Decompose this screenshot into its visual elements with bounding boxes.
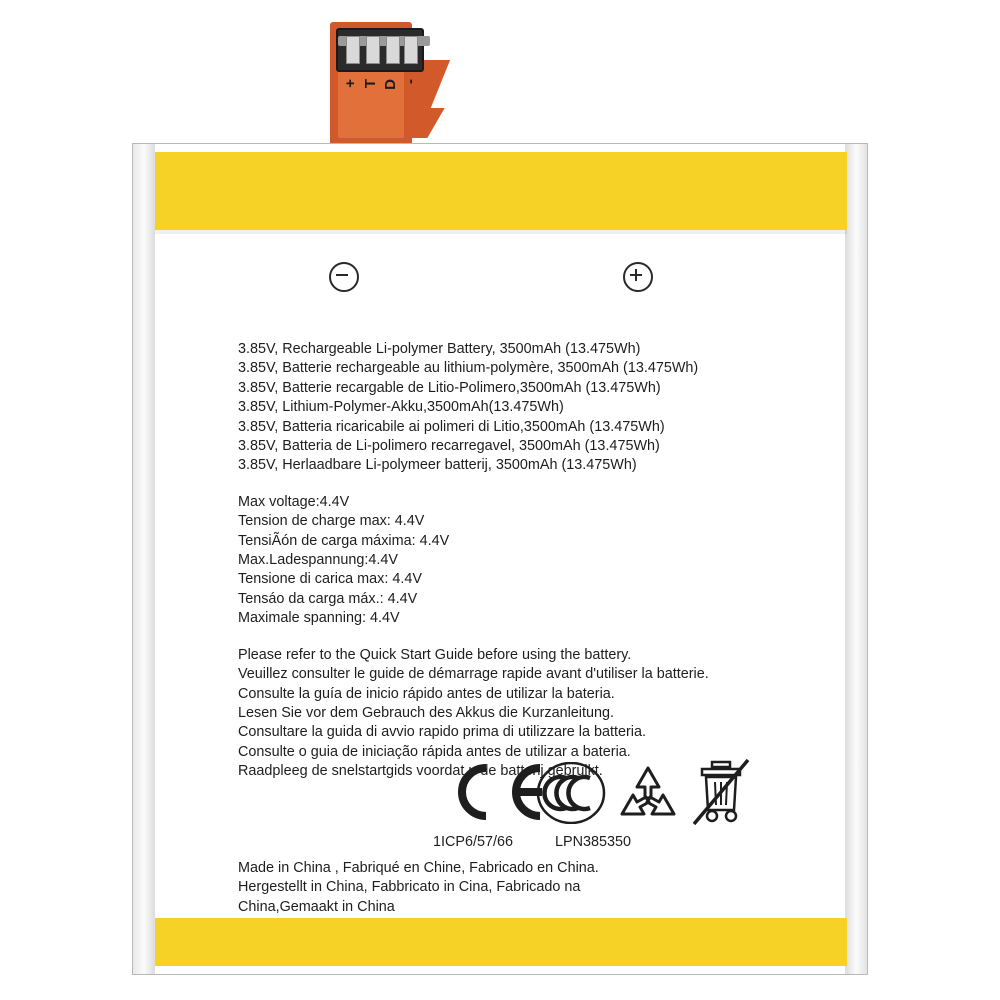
origin-line: Made in China , Fabriqué en Chine, Fabricado en China. bbox=[238, 860, 599, 876]
ccc-icon bbox=[536, 762, 606, 824]
spec-line: 3.85V, Herlaadbare Li-polymeer batterij, 3500mAh (13.475Wh) bbox=[238, 457, 637, 474]
label-text-area bbox=[238, 340, 818, 799]
guide-line: Raadpleeg de snelstartgids voordat u de batterij gebruikt. bbox=[238, 763, 603, 780]
connector-pin-labels bbox=[340, 78, 418, 128]
origin-line: China,Gemaakt in China bbox=[238, 898, 395, 915]
certification-icons bbox=[308, 756, 788, 838]
plus-polarity-icon bbox=[623, 262, 653, 292]
origin-line: Hergestellt in China, Fabbricato in Cina, Fabricado na bbox=[238, 879, 581, 896]
voltage-line: Max.Ladespannung:4.4V bbox=[238, 552, 399, 569]
voltage-line: Tensáo da carga máx.: 4.4V bbox=[238, 590, 418, 607]
voltage-line: Max voltage:4.4V bbox=[238, 493, 350, 510]
weee-bin-icon bbox=[690, 758, 752, 830]
connector-pad-2 bbox=[366, 36, 380, 64]
flex-ribbon-connector bbox=[330, 12, 438, 144]
pin-label-plus: + bbox=[342, 78, 359, 88]
battery-body bbox=[132, 143, 868, 975]
spec-line: 3.85V, Batteria ricaricabile ai polimeri di Litio,3500mAh (13.475Wh) bbox=[238, 418, 665, 435]
spec-line: 3.85V, Batteria de Li-polimero recarregavel, 3500mAh (13.475Wh) bbox=[238, 438, 660, 455]
guide-line: Veuillez consulter le guide de démarrage rapide avant d'utiliser la batterie. bbox=[238, 666, 709, 683]
guide-line: Consulte o guia de iniciação rápida antes de utilizar a bateria. bbox=[238, 743, 631, 760]
pin-label-d: D bbox=[382, 78, 399, 90]
minus-polarity-icon bbox=[329, 262, 359, 292]
spec-block bbox=[238, 340, 818, 476]
pin-label-minus: - bbox=[402, 78, 419, 84]
spec-line: 3.85V, Rechargeable Li-polymer Battery, 3500mAh (13.475Wh) bbox=[238, 341, 641, 357]
spec-line: 3.85V, Lithium-Polymer-Akku,3500mAh(13.475Wh) bbox=[238, 399, 564, 416]
recycle-icon bbox=[618, 764, 678, 822]
voltage-line: Tension de charge max: 4.4V bbox=[238, 513, 425, 530]
connector-housing bbox=[336, 28, 424, 72]
guide-line: Consultare la guida di avvio rapido prima di utilizzare la batteria. bbox=[238, 724, 646, 741]
voltage-line: Maximale spanning: 4.4V bbox=[238, 610, 400, 627]
connector-pad-3 bbox=[386, 36, 400, 64]
guide-line: Please refer to the Quick Start Guide before using the battery. bbox=[238, 646, 632, 663]
voltage-line: TensiÃón de carga máxima: 4.4V bbox=[238, 532, 450, 549]
connector-pad-4 bbox=[404, 36, 418, 64]
part-number: LPN385350 bbox=[555, 834, 632, 850]
yellow-tape-top bbox=[155, 152, 847, 230]
battery-edge-left bbox=[133, 144, 155, 974]
spec-line: 3.85V, Batterie recargable de Litio-Polimero,3500mAh (13.475Wh) bbox=[238, 379, 661, 396]
yellow-tape-bottom bbox=[155, 918, 847, 966]
pin-label-t: T bbox=[362, 78, 379, 89]
connector-pad-1 bbox=[346, 36, 360, 64]
voltage-block bbox=[238, 493, 818, 629]
guide-line: Lesen Sie vor dem Gebrauch des Akkus die Kurzanleitung. bbox=[238, 704, 614, 721]
origin-block bbox=[238, 859, 818, 917]
ce-icon bbox=[448, 764, 544, 820]
cell-code: 1ICP6/57/66 bbox=[433, 834, 514, 850]
code-row bbox=[433, 834, 853, 850]
spec-line: 3.85V, Batterie rechargeable au lithium-polymère, 3500mAh (13.475Wh) bbox=[238, 360, 699, 377]
voltage-line: Tensione di carica max: 4.4V bbox=[238, 571, 422, 588]
guide-line: Consulte la guía de inicio rápido antes de utilizar la bateria. bbox=[238, 685, 615, 702]
